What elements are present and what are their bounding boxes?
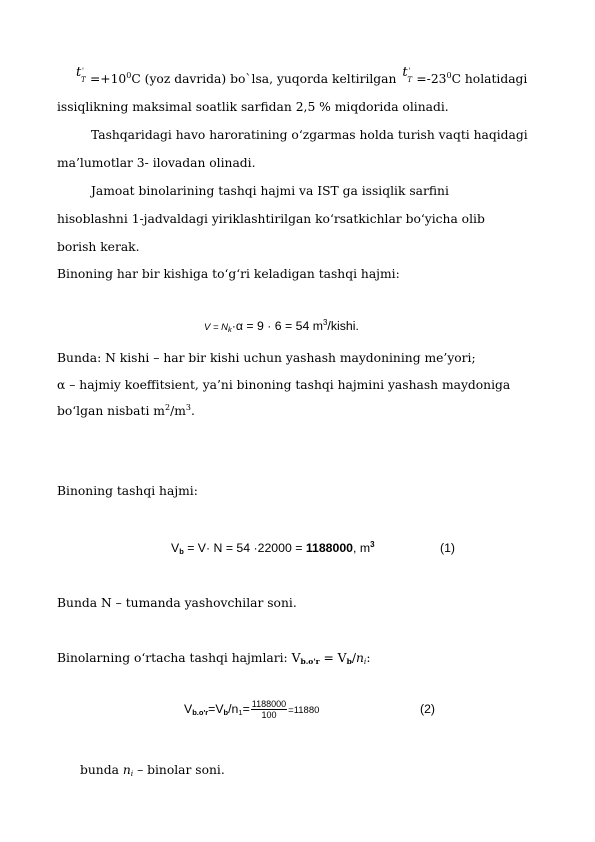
formula-t-summer: t ' T <box>76 65 86 84</box>
formula-t-winter: t ' T <box>402 65 413 84</box>
formula-average-volume: $V_{b.o'r}=V_b/n_1=$ $\frac{1188000}{100}$ =11880 <box>184 699 320 721</box>
average-volume-line: Binolarning o‘rtacha tashqi hajmlari: $V_{b.o'r} = V_b/n_i$: <box>57 651 371 666</box>
paragraph-temperature-line2: issiqlikning maksimal soatlik sarfidan 2,5 % miqdorida olinadi. <box>57 100 449 114</box>
fraction: $\frac{1188000}{100}$ <box>251 699 287 721</box>
equation-number-2: (2) <box>420 702 436 716</box>
definition-line3: bo‘lgan nisbati $m^2/m^3$. <box>57 403 195 418</box>
equation-number-1: (1) <box>440 541 456 555</box>
paragraph-public-line1: Jamoat binolarining tashqi hajmi va IST ga issiqlik sarfini <box>91 184 449 198</box>
heading-building-volume: Binoning tashqi hajmi: <box>57 484 198 498</box>
formula-building-volume: $V_b = V\cdot N = 54 \cdot 22000 = 1188000$, $m^3$ <box>171 540 375 556</box>
volume-value: 1188000 <box>305 541 354 555</box>
definition-line1: Bunda: N kishi – har bir kishi uchun yashash maydonining me’yori; <box>57 351 476 365</box>
formula-per-person: $V = N_k\cdot\alpha = 9 \cdot 6 = 54$ $m^3$/kishi. <box>204 318 359 334</box>
heading-per-person-volume: Binoning har bir kishiga to‘g‘ri keladigan tashqi hajmi: <box>57 267 400 281</box>
paragraph-public-line2: hisoblashni 1-jadvaldagi yiriklashtirilgan ko‘rsatkichlar bo‘yicha olib <box>57 212 485 226</box>
definition-line2: α – hajmiy koeffitsient, ya’ni binoning tashqi hajmini yashash maydoniga <box>57 378 511 392</box>
note-residents: Bunda N – tumanda yashovchilar soni. <box>57 596 297 610</box>
paragraph-outdoor-line1: Tashqaridagi havo haroratining o‘zgarmas holda turish vaqti haqidagi <box>91 128 528 142</box>
paragraph-outdoor-line2: ma’lumotlar 3- ilovadan olinadi. <box>57 156 256 170</box>
paragraph-public-line3: borish kerak. <box>57 240 140 254</box>
paragraph-temperature-line1: t ' T $=+10^0C$ (yoz davrida) bo`lsa, yuqorda keltirilgan t ' T $=-23^0C$ holatidagi <box>76 65 528 86</box>
note-building-count: bunda $n_i$ – binolar soni. <box>80 763 225 778</box>
